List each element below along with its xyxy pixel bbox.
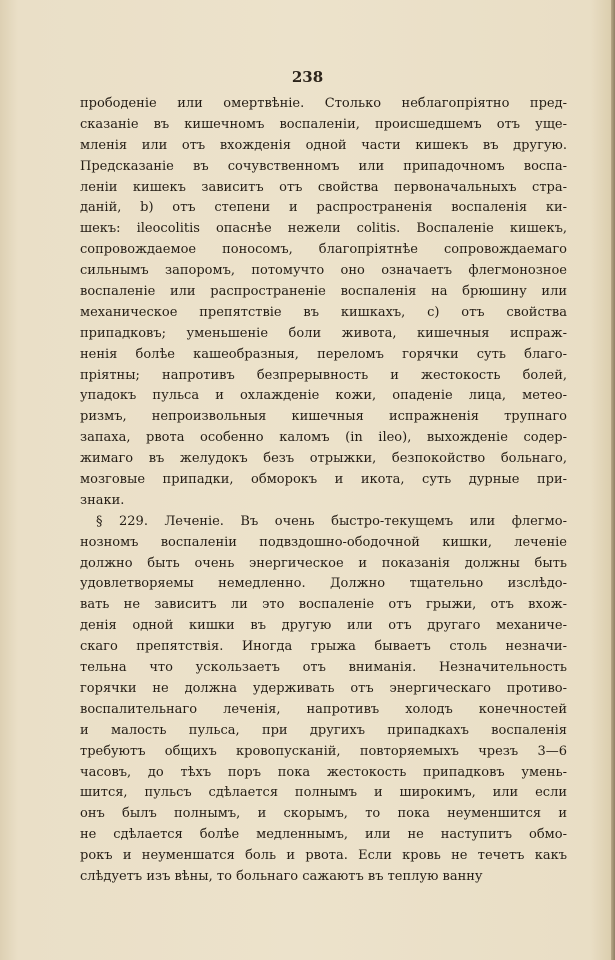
text-line: упадокъ пульса и охлажденіе кожи, опаденіе лица, метео- <box>80 388 567 404</box>
text-line: шится, пульсъ сдѣлается полнымъ и широкимъ, или если <box>80 785 567 801</box>
text-line: тельна что ускользаетъ отъ вниманія. Незначительность <box>80 660 567 676</box>
text-line: должно быть очень энергическое и показанія должны быть <box>80 555 567 571</box>
text-line: леніи кишекъ зависитъ отъ свойства первоначальныхъ стра- <box>80 179 567 195</box>
text-line: шекъ: ileocolitis опаснѣе нежели colitis. Воспаленіе кишекъ, <box>80 221 567 237</box>
text-line: воспаленіе или распространеніе воспаленія на брюшину или <box>80 284 567 300</box>
text-line: § 229. Леченіе. Въ очень быстро-текущемъ или флегмо- <box>96 513 567 529</box>
text-line: мозговые припадки, обморокъ и икота, суть дурные при- <box>80 472 567 488</box>
text-line: механическое препятствіе въ кишкахъ, c) отъ свойства <box>80 304 567 320</box>
text-line: ненія болѣе кашеобразныя, переломъ горячки суть благо- <box>80 346 567 362</box>
text-line: слѣдуетъ изъ вѣны, то больнаго сажаютъ въ теплую ванну <box>80 868 483 884</box>
text-line: ризмъ, непроизвольныя кишечныя испражненія трупнаго <box>80 409 567 425</box>
text-line: и малость пульса, при другихъ припадкахъ воспаленія <box>80 722 567 738</box>
text-line: пріятны; напротивъ безпрерывность и жестокость болей, <box>80 367 567 383</box>
text-line: Предсказаніе въ сочувственномъ или припадочномъ воспа- <box>80 158 567 174</box>
text-line: жимаго въ желудокъ безъ отрыжки, безпокойство больнаго, <box>80 451 567 467</box>
text-line: удовлетворяемы немедленно. Должно тщательно изслѣдо- <box>80 576 567 592</box>
text-line: требуютъ общихъ кровопусканій, повторяемыхъ чрезъ 3—6 <box>80 743 567 759</box>
text-line: воспалительнаго леченія, напротивъ холодъ конечностей <box>80 701 567 717</box>
page-number: 238 <box>291 68 324 86</box>
text-line: нозномъ воспаленіи подвздошно-ободочной кишки, леченіе <box>80 534 567 550</box>
text-line: даній, b) отъ степени и распространенія воспаленія ки- <box>80 200 567 216</box>
text-line: горячки не должна удерживать отъ энергическаго противо- <box>80 680 567 696</box>
text-line: денія одной кишки въ другую или отъ другаго механиче- <box>80 618 567 634</box>
text-line: не сдѣлается болѣе медленнымъ, или не наступитъ обмо- <box>80 827 567 843</box>
text-line: часовъ, до тѣхъ поръ пока жестокость припадковъ умень- <box>80 764 567 780</box>
text-line: сказаніе въ кишечномъ воспаленіи, происшедшемъ отъ уще- <box>80 116 567 132</box>
text-line: рокъ и неуменшатся боль и рвота. Если кровь не течетъ какъ <box>80 848 567 864</box>
text-line: сопровождаемое поносомъ, благопріятнѣе сопровождаемаго <box>80 242 567 258</box>
text-line: мленія или отъ вхожденія одной части кишекъ въ другую. <box>80 137 567 153</box>
text-line: знаки. <box>80 492 125 508</box>
text-line: припадковъ; уменьшеніе боли живота, кишечныя испраж- <box>80 325 567 341</box>
text-line: прободеніе или омертвѣніе. Столько неблагопріятно пред- <box>80 96 567 111</box>
text-line: сильнымъ запоромъ, потомучто оно означаетъ флегмонозное <box>80 263 567 279</box>
text-line: онъ былъ полнымъ, и скорымъ, то пока неуменшится и <box>80 806 567 822</box>
text-line: вать не зависитъ ли это воспаленіе отъ грыжи, отъ вхож- <box>80 597 567 613</box>
text-line: запаха, рвота особенно каломъ (in ileo), выхожденіе содер- <box>80 430 567 446</box>
text-line: скаго препятствія. Иногда грыжа бываетъ столь незначи- <box>80 639 567 655</box>
body-text <box>80 94 567 888</box>
